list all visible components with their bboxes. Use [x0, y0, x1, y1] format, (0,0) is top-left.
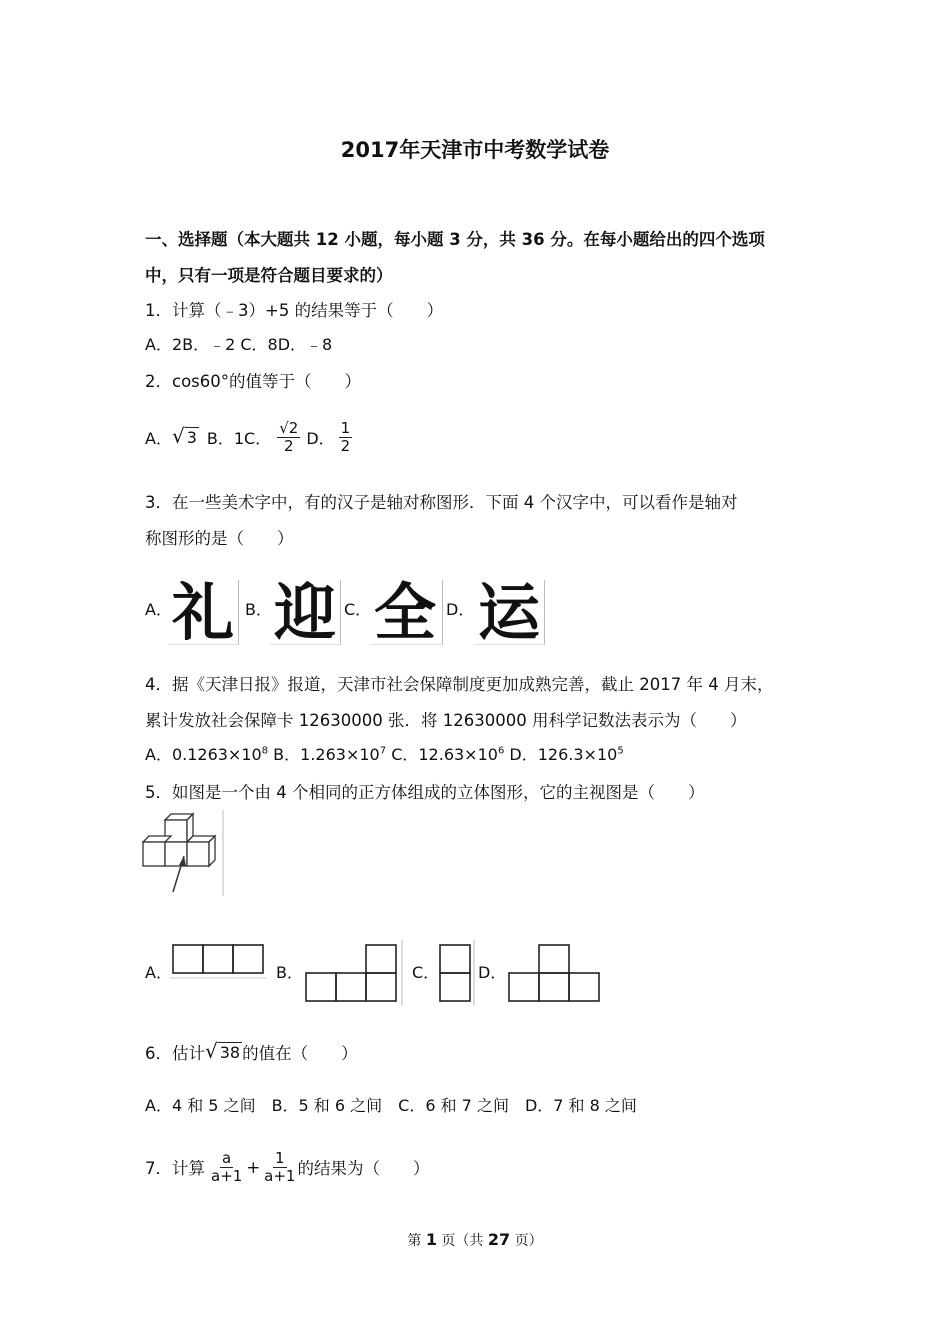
hanzi-ying: 迎	[274, 576, 337, 649]
q2-option-d-label: D．	[306, 428, 335, 448]
sqrt-sign-icon: √	[205, 1039, 218, 1064]
page-footer	[0, 1230, 950, 1250]
q7-fraction-2-denominator: a+1	[264, 1166, 296, 1185]
footer-prefix: 第	[407, 1233, 426, 1249]
hanzi-yun: 运	[478, 576, 541, 649]
q4-stem-line1: 4．据《天津日报》报道，天津市社会保障制度更加成熟完善，截止 2017 年 4 月末，	[145, 675, 774, 694]
section-heading-line2: 中，只有一项是符合题目要求的）	[145, 266, 393, 285]
q6-stem	[145, 1040, 358, 1064]
q5-stem: 5．如图是一个由 4 个相同的正方体组成的立体图形，它的主视图是（ ）	[145, 783, 705, 802]
q4-stem-line2: 累计发放社会保障卡 12630000 张．将 12630000 用科学记数法表示为（ ）	[145, 711, 747, 730]
q6-options: A．4 和 5 之间 B．5 和 6 之间 C．6 和 7 之间 D．7 和 8 之间	[145, 1096, 637, 1115]
q7-stem-suffix: 的结果为（ ）	[297, 1159, 430, 1178]
q2-stem: 2．cos60°的值等于（ ）	[145, 372, 362, 391]
q6-radicand: 38	[219, 1043, 241, 1063]
q2-option-a-label: A．	[145, 428, 172, 448]
q5-option-a-label: A．	[145, 963, 172, 982]
q4-option-c-exponent: 6	[497, 745, 505, 757]
q4-option-d-exponent: 5	[617, 745, 624, 757]
q5-option-d-figure	[504, 940, 604, 1006]
q2-option-a-radicand: 3	[186, 428, 197, 448]
q1-options: A．2B．﹣2 C．8D．﹣8	[145, 335, 333, 354]
footer-suffix: 页）	[510, 1233, 543, 1249]
q5-solid-figure	[140, 810, 226, 898]
q2-option-d-fraction	[339, 420, 353, 454]
q4-option-d: D．126.3×10	[509, 745, 618, 764]
q3-option-d-label: D．	[446, 600, 475, 619]
q7-stem	[145, 1150, 429, 1184]
footer-total-pages: 27	[487, 1230, 511, 1249]
q2-option-d-denominator: 2	[340, 436, 351, 455]
q3-option-d-image	[474, 576, 545, 649]
section-heading-line1: 一、选择题（本大题共 12 小题，每小题 3 分，共 36 分。在每小题给出的四个选项	[145, 230, 765, 249]
q2-options	[145, 420, 352, 454]
q6-stem-prefix: 6．估计	[145, 1044, 205, 1063]
q5-option-a-figure	[170, 942, 270, 982]
q2-option-c-fraction	[277, 420, 300, 454]
footer-page-number: 1	[425, 1230, 437, 1249]
q7-fraction-2-numerator: 1	[275, 1149, 285, 1167]
q4-option-b-exponent: 7	[379, 745, 387, 757]
q6-stem-suffix: 的值在（ ）	[242, 1044, 358, 1063]
q3-option-a-label: A．	[145, 600, 172, 619]
q4-option-c: C．12.63×10	[391, 745, 498, 764]
q2-option-bc-label: B．1C．	[206, 428, 272, 448]
q4-option-a: A．0.1263×10	[145, 745, 262, 764]
q3-option-c-label: C．	[344, 600, 372, 619]
q4-options	[145, 742, 624, 765]
sqrt-sign-icon: √	[171, 424, 185, 449]
q2-option-d-numerator: 1	[340, 419, 351, 437]
q3-stem-line2: 称图形的是（ ）	[145, 529, 294, 548]
q3-option-b-label: B．	[245, 600, 272, 619]
page-title: 2017年天津市中考数学试卷	[340, 138, 610, 162]
q1-stem: 1．计算（﹣3）+5 的结果等于（ ）	[145, 301, 444, 320]
q2-option-a-radical	[172, 426, 199, 447]
q7-fraction-2	[262, 1150, 297, 1184]
footer-middle: 页（共	[436, 1233, 488, 1249]
q2-option-c-denominator: 2	[284, 436, 294, 455]
q7-plus-sign: +	[246, 1157, 261, 1177]
q3-stem-line1: 3．在一些美术字中，有的汉子是轴对称图形．下面 4 个汉字中，可以看作是轴对	[145, 493, 738, 512]
q7-stem-prefix: 7．计算	[145, 1159, 205, 1178]
hanzi-quan: 全	[374, 576, 437, 649]
q6-radical	[205, 1041, 242, 1062]
q7-fraction-1-numerator: a	[222, 1149, 232, 1167]
q5-option-b-label: B．	[276, 963, 303, 982]
hanzi-li: 礼	[172, 576, 235, 649]
q4-option-a-exponent: 8	[261, 745, 269, 757]
q3-option-c-image	[370, 576, 443, 649]
q7-fraction-1-denominator: a+1	[211, 1166, 243, 1185]
q5-option-c-figure	[436, 940, 478, 1006]
q5-option-d-label: D．	[478, 963, 507, 982]
q5-option-b-figure	[302, 940, 406, 1006]
q7-fraction-1	[209, 1150, 244, 1184]
q5-option-c-label: C．	[412, 963, 440, 982]
q3-option-a-image	[168, 576, 239, 649]
q2-option-c-numerator: √2	[279, 419, 299, 437]
q4-option-b: B．1.263×10	[273, 745, 380, 764]
q3-option-b-image	[270, 576, 341, 649]
